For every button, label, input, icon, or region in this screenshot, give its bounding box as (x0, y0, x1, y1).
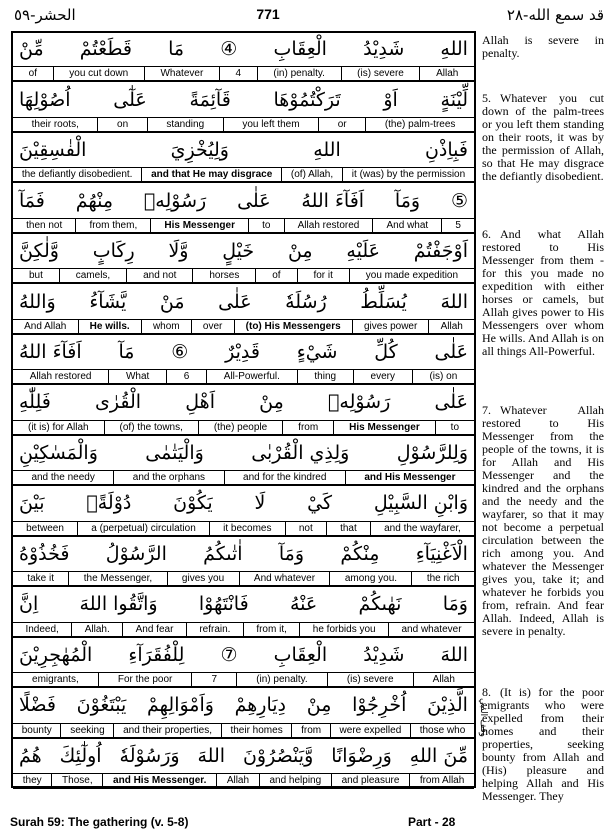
gloss-cell: that (326, 522, 370, 535)
arabic-word: شَدِيْدُ (363, 38, 405, 61)
arabic-line (13, 537, 474, 571)
footer-surah: Surah 59: The gathering (v. 5-8) (10, 815, 189, 829)
english-gloss-line (13, 773, 474, 789)
gloss-cell: it (was) by the permission (342, 168, 474, 181)
arabic-line (13, 587, 474, 621)
gloss-cell: (is) severe (341, 67, 420, 80)
english-gloss-line (13, 420, 474, 436)
gloss-cell: their roots, (31, 118, 79, 130)
verse-row (13, 133, 474, 183)
arabic-word: خَيْلٍ (222, 240, 255, 263)
verse-row (13, 385, 474, 435)
verse-row (13, 688, 474, 738)
arabic-word: وَاتَّقُوا اللهَ (79, 593, 158, 616)
arabic-word: اٰتٰىكُمُ (203, 542, 243, 565)
gloss-cell: among you. (329, 572, 411, 585)
arabic-word: يَبْتَغُوْنَ (76, 694, 127, 717)
arabic-word: كَيْ (307, 492, 333, 515)
arabic-word: وَلِيُخْزِيَ (170, 139, 229, 162)
arabic-word: رُسُلَهٗ (285, 290, 327, 313)
verse-row (13, 739, 474, 789)
arabic-word: اُولٰٓئِكَ (59, 744, 102, 767)
gloss-cell: take it (27, 573, 55, 585)
arabic-word: عَلٰى (237, 189, 271, 212)
arabic-word: وَاَمْوَالِهِمْ (147, 694, 214, 717)
gloss-cell: Indeed, (25, 623, 59, 635)
gloss-cell: Allah restored (284, 219, 373, 232)
arabic-word: اَفَآءَ اللهُ (19, 341, 82, 364)
arabic-word: اللهَ (197, 744, 226, 767)
arabic-word: فَلِلّٰهِ (19, 391, 51, 414)
gloss-cell: 7 (191, 673, 236, 686)
arabic-word: اَهْلِ (185, 391, 215, 414)
verse-row (13, 335, 474, 385)
arabic-line (13, 385, 474, 419)
gloss-cell: and that He may disgrace (141, 168, 281, 181)
gloss-cell: their homes (221, 724, 292, 737)
gloss-cell: the Messenger, (68, 572, 166, 585)
gloss-cell: the rich (411, 572, 474, 585)
arabic-word: عَلٰٓى (113, 88, 147, 111)
arabic-word: لِّيْنَةٍ (440, 88, 468, 111)
english-gloss-line (13, 218, 474, 234)
gloss-cell: of (255, 269, 296, 282)
arabic-word: مِنْهُمْ (75, 189, 114, 212)
arabic-word: مِنْ (259, 391, 284, 414)
gloss-cell: (the) people (198, 421, 282, 434)
gloss-cell: and pleasure (331, 774, 409, 787)
translation-v8: 8. (It is) for the poor emigrants who were expelled from their homes and their properties, seeking bounty from Allah and (His) pleasure and helping Allah and His Messenger. They (482, 685, 604, 803)
translation-v7: 7. Whatever Allah restored to His Messenger from the people of the towns, it is for Allah and His Messenger and the kindred and the orphans and the needy and the wayfarer, so that it may not become a perpetual circulation between the rich among you. And whatever the Messenger gives you, take it; and whatever he forbids you from, refrain. And fear Allah. Indeed, Allah is severe in penalty. (482, 403, 604, 638)
arabic-word: كُلِّ (374, 341, 398, 364)
gloss-cell: those who (410, 724, 474, 737)
arabic-word: مِّنْ (19, 38, 44, 61)
gloss-cell: on (97, 118, 146, 131)
arabic-word: رَسُوْلِهٖ (143, 189, 207, 212)
verse-row (13, 82, 474, 132)
arabic-word: اللهَ (440, 290, 468, 313)
arabic-word: الْعِقَابِ (273, 643, 328, 666)
gloss-cell: (in) penalty. (236, 673, 327, 686)
gloss-cell: and not (126, 269, 192, 282)
gloss-cell: bounty (21, 724, 52, 736)
arabic-line (13, 133, 474, 167)
arabic-word: تَرَكْتُمُوْهَا (273, 88, 341, 111)
arabic-word: وَلِلرَّسُوْلِ (396, 441, 468, 464)
gloss-cell: (is) on (412, 370, 474, 383)
arabic-word: وَرَسُوْلَهٗ (119, 744, 180, 767)
arabic-word: وَلِذِي الْقُرْبٰى (251, 441, 350, 464)
gloss-cell: All-Powerful. (206, 370, 297, 383)
english-gloss-line (13, 167, 474, 183)
gloss-cell: and their properties, (113, 724, 220, 737)
gloss-cell: Allah (216, 774, 259, 787)
gloss-cell: thing (297, 370, 353, 383)
english-gloss-line (13, 521, 474, 537)
arabic-line (13, 335, 474, 369)
arabic-word: وَّيَنْصُرُوْنَ (242, 744, 314, 767)
arabic-line (13, 486, 474, 520)
arabic-word: وَاللهُ (19, 290, 56, 313)
arabic-word: شَيْءٍ (296, 341, 338, 364)
gloss-cell: (of) the towns, (104, 421, 198, 434)
gloss-cell: (the) palm-trees (365, 118, 474, 131)
gloss-cell: and helping (259, 774, 331, 787)
verse-row (13, 638, 474, 688)
page-footer (10, 815, 604, 831)
gloss-cell: were expelled (330, 724, 410, 737)
arabic-word: قَآئِمَةً (189, 88, 231, 111)
arabic-word: لِلْفُقَرَآءِ (128, 643, 185, 666)
gloss-cell: to (248, 219, 284, 232)
arabic-word: وَالْمَسٰكِيْنِ (19, 441, 98, 464)
arabic-word: الَّذِيْنَ (427, 694, 468, 717)
gloss-cell: Those, (51, 774, 102, 787)
gloss-cell: and for the kindred (224, 471, 345, 484)
arabic-word: وَّلٰكِنَّ (19, 240, 59, 263)
gloss-cell: 4 (219, 67, 257, 80)
arabic-word: اللهِ (313, 139, 341, 162)
gloss-cell: for it (297, 269, 349, 282)
verse-end-marker: ⑤ (450, 189, 468, 212)
gloss-cell: (of) Allah, (281, 168, 342, 181)
arabic-word: قَدِيْرٌ (225, 341, 260, 364)
arabic-word: فَخُذُوْهُ (19, 542, 70, 565)
gloss-cell: His Messenger (150, 219, 248, 232)
gloss-cell: And Allah (24, 320, 67, 332)
gloss-cell: Allah (413, 673, 474, 686)
gloss-cell: of (28, 68, 38, 80)
english-gloss-line (13, 672, 474, 688)
gloss-cell: a (perpetual) circulation (77, 522, 209, 535)
arabic-line (13, 688, 474, 722)
gloss-cell: camels, (59, 269, 126, 282)
gloss-cell: but (28, 270, 43, 282)
arabic-word: الْاَغْنِيَآءِ (415, 542, 468, 565)
gloss-cell: gives you (167, 572, 239, 585)
gloss-cell: not (285, 522, 326, 535)
gloss-cell: from Allah (409, 774, 474, 787)
arabic-word: عَلٰى (434, 391, 468, 414)
arabic-word: شَدِيْدُ (363, 643, 405, 666)
gloss-cell: Allah restored (29, 371, 92, 383)
arabic-line (13, 234, 474, 268)
gloss-cell: horses (192, 269, 255, 282)
part-heading: قد سمع الله-٢٨ (506, 6, 604, 24)
verse-row (13, 587, 474, 637)
gloss-cell: you made expedition (349, 269, 474, 282)
arabic-word: دُوْلَةًۢ (86, 492, 132, 515)
arabic-word: وَّلَا (168, 240, 189, 263)
word-by-word-grid (11, 31, 476, 788)
gloss-cell: And whatever (239, 572, 330, 585)
arabic-word: مِنْكُمْ (340, 542, 380, 565)
gloss-cell: you left them (223, 118, 318, 131)
arabic-word: اَوْ (383, 88, 398, 111)
english-gloss-line (13, 268, 474, 284)
translation-intro: Allah is severe in penalty. (482, 33, 604, 60)
gloss-cell: or (318, 118, 365, 131)
english-gloss-line (13, 369, 474, 385)
gloss-cell: 5 (441, 219, 474, 232)
gloss-cell: 6 (166, 370, 206, 383)
gloss-cell: For the poor (98, 673, 192, 686)
gloss-cell: from it, (243, 623, 299, 636)
arabic-word: اُخْرِجُوْا (352, 694, 407, 717)
arabic-word: بَيْنَ (19, 492, 45, 515)
verse-row (13, 183, 474, 233)
arabic-word: يَّشَآءُ (89, 290, 127, 313)
gloss-cell: whom (141, 320, 191, 333)
gloss-cell: it becomes (209, 522, 285, 535)
arabic-word: فَانْتَهُوْا (198, 593, 249, 616)
arabic-word: لَا (254, 492, 266, 515)
arabic-word: مَنْ (159, 290, 185, 313)
english-gloss-line (13, 723, 474, 739)
verse-end-marker: ⑦ (220, 643, 238, 666)
verse-row (13, 486, 474, 536)
arabic-word: الرَّسُوْلُ (105, 542, 167, 565)
gloss-cell: His Messenger (333, 421, 435, 434)
arabic-word: عَنْهُ (289, 593, 318, 616)
arabic-line (13, 32, 474, 66)
arabic-word: قَطَعْتُمْ (79, 38, 132, 61)
arabic-word: نَهٰىكُمْ (358, 593, 402, 616)
gloss-cell: (is) severe (327, 673, 413, 686)
gloss-cell: he forbids you (299, 623, 388, 636)
arabic-word: فَبِاِذْنِ (424, 139, 468, 162)
english-gloss-line (13, 571, 474, 587)
arabic-line (13, 436, 474, 470)
english-gloss-line (13, 66, 474, 82)
english-gloss-line (13, 470, 474, 486)
gloss-cell: and whatever (388, 623, 474, 636)
arabic-word: عَلٰى (434, 341, 468, 364)
gloss-cell: Allah (419, 67, 474, 80)
gloss-cell: and His Messenger (345, 471, 474, 484)
arabic-word: عَلَيْهِ (346, 240, 380, 263)
arabic-word: فَضْلًا (19, 694, 56, 717)
gloss-cell: seeking (60, 724, 113, 737)
arabic-word: وَمَا (442, 593, 468, 616)
arabic-word: الْقُرٰى (95, 391, 142, 414)
gloss-cell: gives power (352, 320, 429, 333)
arabic-word: اللهِ (440, 38, 468, 61)
verse-end-marker: ④ (220, 38, 238, 61)
gloss-cell: and the wayfarer, (370, 522, 474, 535)
arabic-word: اِنَّ (19, 593, 39, 616)
gloss-cell: then not (26, 219, 63, 231)
page-header (8, 4, 604, 30)
gloss-cell: you cut down (53, 67, 144, 80)
gloss-cell: What (108, 370, 166, 383)
arabic-word: وَابْنِ السَّبِيْلِ (373, 492, 468, 515)
verse-row (13, 284, 474, 334)
arabic-word: الْفٰسِقِيْنَ (19, 139, 87, 162)
arabic-word: وَمَآ (394, 189, 421, 212)
waqf-marker: وقف النبي (478, 698, 488, 738)
gloss-cell: from them, (75, 219, 150, 232)
arabic-word: فَمَآ (19, 189, 45, 212)
gloss-cell: And what (372, 219, 441, 232)
arabic-word: وَرِضْوَانًا (331, 744, 392, 767)
surah-heading: الحشر-٥٩ (14, 6, 76, 24)
gloss-cell: over (191, 320, 234, 333)
gloss-cell: Allah (428, 320, 474, 333)
gloss-cell: from (291, 724, 329, 737)
gloss-cell: (to) His Messengers (234, 320, 352, 333)
gloss-cell: refrain. (186, 623, 243, 636)
arabic-word: يَكُوْنَ (173, 492, 213, 515)
arabic-line (13, 284, 474, 318)
english-gloss-line (13, 117, 474, 133)
gloss-cell: (it is) for Allah (28, 421, 89, 433)
footer-part: Part - 28 (408, 815, 456, 829)
english-gloss-line (13, 319, 474, 335)
arabic-word: رَسُوْلِهٖ (327, 391, 391, 414)
arabic-word: يُسَلِّطُ (360, 290, 407, 313)
gloss-cell: and the orphans (113, 471, 223, 484)
gloss-cell: Whatever (144, 67, 219, 80)
gloss-cell: and the needy (31, 472, 95, 484)
gloss-cell: (in) penalty. (257, 67, 341, 80)
gloss-cell: every (353, 370, 412, 383)
arabic-word: الْمُهٰجِرِيْنَ (19, 643, 93, 666)
arabic-word: مَا (168, 38, 185, 61)
arabic-word: الْعِقَابِ (273, 38, 327, 61)
arabic-word: اُصُوْلِهَا (19, 88, 71, 111)
verse-end-marker: ⑥ (171, 341, 189, 364)
translation-v5: 5. Whatever you cut down of the palm-trees or you left them standing on their roots, it was by the permission of Allah, so that He may disgrace the defiantly disobedient. (482, 91, 604, 183)
gloss-cell: standing (147, 118, 223, 131)
gloss-cell: from (282, 421, 333, 434)
gloss-cell: He wills. (78, 320, 141, 333)
arabic-word: مَآ (118, 341, 135, 364)
arabic-line (13, 739, 474, 773)
arabic-word: عَلٰى (218, 290, 252, 313)
arabic-word: اَوْجَفْتُمْ (413, 240, 468, 263)
arabic-word: هُمُ (19, 744, 42, 767)
gloss-cell: between (26, 522, 64, 534)
arabic-word: وَمَآ (278, 542, 305, 565)
gloss-cell: And fear (122, 623, 186, 636)
arabic-line (13, 183, 474, 217)
gloss-cell: to (435, 421, 474, 434)
arabic-word: وَالْيَتٰمٰى (145, 441, 204, 464)
arabic-line (13, 82, 474, 116)
verse-row (13, 32, 474, 82)
arabic-word: مِّنَ اللهِ (409, 744, 468, 767)
arabic-word: رِكَابٍ (92, 240, 135, 263)
arabic-word: اللهَ (440, 643, 468, 666)
english-gloss-line (13, 622, 474, 638)
verse-row (13, 436, 474, 486)
verse-row (13, 537, 474, 587)
arabic-word: مِنْ (287, 240, 313, 263)
arabic-word: مِنْ (306, 694, 332, 717)
verse-row (13, 234, 474, 284)
arabic-word: اَفَآءَ اللهُ (301, 189, 365, 212)
arabic-line (13, 638, 474, 672)
gloss-cell: and His Messenger. (102, 774, 216, 787)
translation-v6: 6. And what Allah restored to His Messenger from them - for this you made no expedition with either horses or camels, but Allah gives power to His Messengers over whom He wills. And Allah is on all things All-Powerful. (482, 227, 604, 358)
gloss-cell: the defiantly disobedient. (21, 169, 133, 181)
arabic-word: دِيَارِهِمْ (234, 694, 287, 717)
gloss-cell: they (22, 774, 42, 786)
gloss-cell: Allah. (71, 623, 122, 636)
page-number: 771 (256, 6, 280, 22)
gloss-cell: emigrants, (32, 674, 79, 686)
